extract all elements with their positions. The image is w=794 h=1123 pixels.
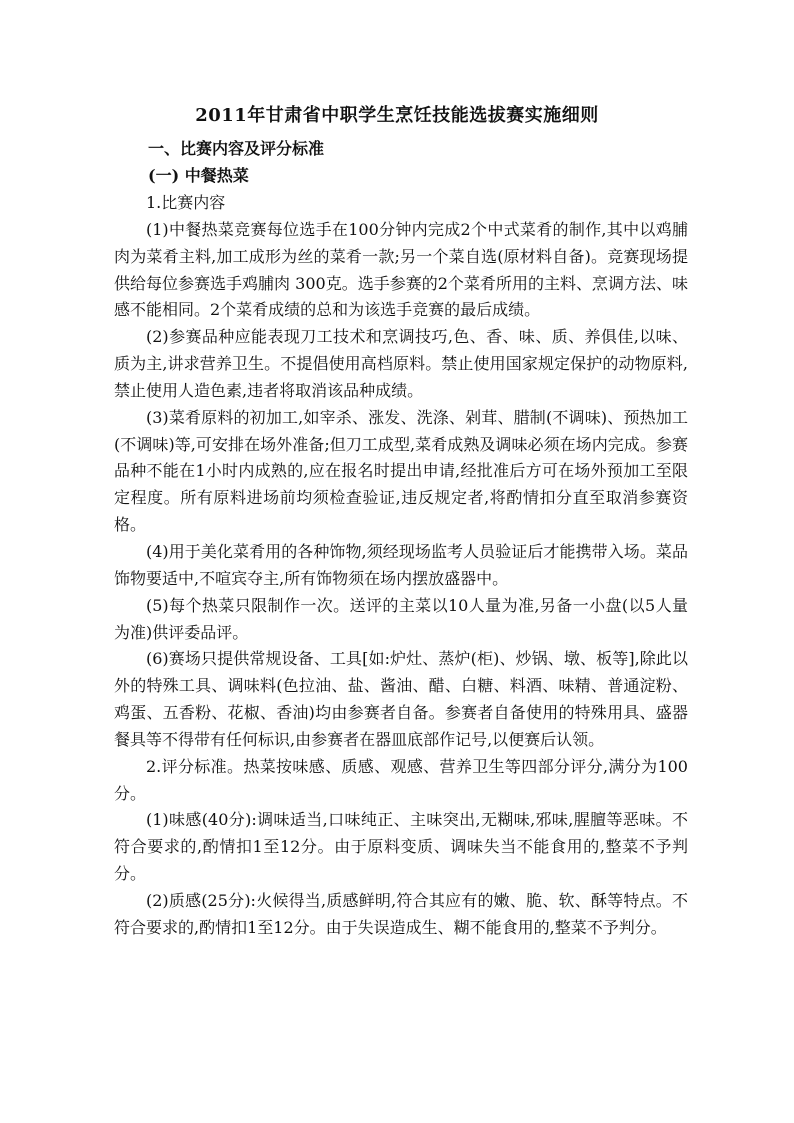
paragraph-competition-content-5: (5)每个热菜只限制作一次。送评的主菜以10人量为准,另备一小盘(以5人量为准)供评委品评。 (114, 595, 688, 642)
paragraph-competition-content-6: (6)赛场只提供常规设备、工具[如:炉灶、蒸炉(柜)、炒锅、墩、板等],除此以外的特殊工具、调味料(色拉油、盐、酱油、醋、白糖、料酒、味精、普通淀粉、鸡蛋、五香粉、花椒、香油)均由参赛者自备。参赛者自备使用的特殊用具、盛器餐具等不得带有任何标识,由参赛者在器皿底部作记号,以便赛后认领。 (114, 649, 688, 749)
subsection-heading: (一) 中餐热菜 (148, 166, 249, 185)
paragraph-competition-content-3: (3)菜肴原料的初加工,如宰杀、涨发、洗涤、剁茸、腊制(不调味)、预热加工(不调味)等,可安排在场外准备;但刀工成型,菜肴成熟及调味必须在场内完成。参赛品种不能在1小时内成熟的,应在报名时提出申请,经批准后方可在场外预加工至限定程度。所有原料进场前均须检查验证,违反规定者,将酌情扣分直至取消参赛资格。 (114, 407, 688, 535)
document-body (114, 190, 688, 942)
document-title: 2011年甘肃省中职学生烹饪技能选拔赛实施细则 (195, 105, 599, 126)
section-heading: 一、比赛内容及评分标准 (148, 139, 325, 158)
paragraph-competition-content-4: (4)用于美化菜肴用的各种饰物,须经现场监考人员验证后才能携带入场。菜品饰物要适中,不喧宾夺主,所有饰物须在场内摆放盛器中。 (114, 541, 688, 588)
paragraph-item-1: 1.比赛内容 (146, 193, 226, 212)
paragraph-competition-content-2: (2)参赛品种应能表现刀工技术和烹调技巧,色、香、味、质、养俱佳,以味、质为主,讲求营养卫生。不提倡使用高档原料。禁止使用国家规定保护的动物原料,禁止使用人造色素,违者将取消该品种成绩。 (114, 327, 688, 400)
paragraph-texture-score: (2)质感(25分):火候得当,质感鲜明,符合其应有的嫩、脆、软、酥等特点。不符合要求的,酌情扣1至12分。由于失误造成生、糊不能食用的,整菜不予判分。 (114, 890, 688, 937)
paragraph-scoring-standard: 2.评分标准。热菜按味感、质感、观感、营养卫生等四部分评分,满分为100分。 (114, 756, 688, 803)
paragraph-competition-content-1: (1)中餐热菜竞赛每位选手在100分钟内完成2个中式菜肴的制作,其中以鸡脯肉为菜肴主料,加工成形为丝的菜肴一款;另一个菜自选(原材料自备)。竞赛现场提供给每位参赛选手鸡脯肉 300克。选手参赛的2个菜肴所用的主料、烹调方法、味感不能相同。2个菜肴成绩的总和为该选手竞赛的最后成绩。 (114, 219, 688, 320)
paragraph-taste-score: (1)味感(40分):调味适当,口味纯正、主味突出,无糊味,邪味,腥膻等恶味。不符合要求的,酌情扣1至12分。由于原料变质、调味失当不能食用的,整菜不予判分。 (114, 810, 688, 884)
